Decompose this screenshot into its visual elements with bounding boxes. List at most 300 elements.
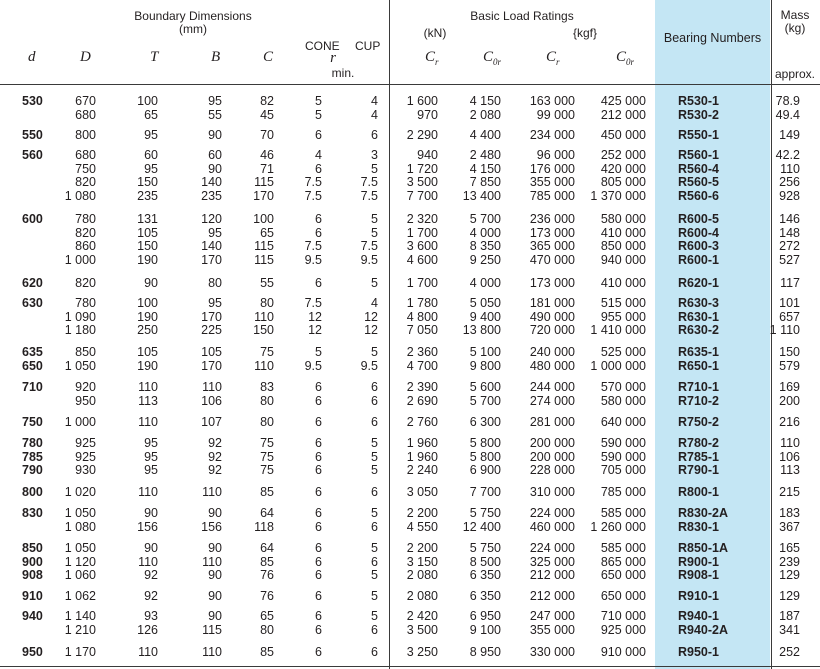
value: 92	[208, 463, 222, 477]
value: 9 800	[469, 358, 501, 373]
value: 7 050	[406, 323, 438, 337]
mass-unit: (kg)	[784, 21, 806, 35]
value: 1 260 000	[590, 519, 646, 534]
value: 9.5	[304, 358, 322, 373]
cell-cone	[292, 590, 322, 604]
value: 83	[260, 380, 274, 394]
value: 650 000	[600, 568, 646, 582]
value: 1 080	[64, 188, 96, 203]
value: 6 900	[469, 463, 501, 477]
value: 6	[315, 436, 322, 450]
value: 92	[208, 449, 222, 464]
value: 1 210	[64, 622, 96, 637]
value: 550	[22, 128, 43, 142]
cell-T	[108, 416, 158, 430]
value: 6	[371, 519, 378, 534]
value: 224 000	[529, 506, 575, 520]
cell-T	[108, 486, 158, 500]
cell-cone	[292, 437, 322, 478]
value: 470 000	[529, 252, 575, 267]
bearing-number: R560-4	[678, 161, 719, 176]
value: 85	[260, 645, 274, 659]
value: 6	[315, 645, 322, 659]
cell-cup	[348, 542, 378, 583]
value: 100	[253, 212, 274, 226]
value: 80	[260, 415, 274, 429]
value: 115	[254, 175, 274, 189]
cell-cork	[566, 437, 646, 478]
value: 7.5	[304, 239, 322, 253]
mass-title: Mass	[780, 8, 810, 22]
cell-B	[172, 213, 222, 267]
cell-cork	[566, 542, 646, 583]
cell-crk	[495, 346, 575, 373]
value: 90	[208, 506, 222, 520]
value: 1 000	[64, 252, 96, 267]
value: 710	[22, 380, 43, 394]
cell-crk	[495, 507, 575, 534]
cell-T	[108, 437, 158, 478]
cell-cor	[441, 129, 501, 143]
value: 6	[371, 393, 378, 408]
cell-crk	[495, 416, 575, 430]
value: 2 290	[406, 128, 438, 142]
cell-num	[678, 590, 758, 604]
value: 6	[315, 485, 322, 499]
value: 126	[137, 622, 158, 637]
value: 6	[315, 225, 322, 240]
cell-cr	[378, 149, 438, 203]
cell-cr	[378, 590, 438, 604]
value: 680	[75, 107, 96, 122]
value: 9 100	[469, 622, 501, 637]
value: 410 000	[600, 276, 646, 290]
value: 2 200	[406, 541, 438, 555]
value: 2 320	[406, 212, 438, 226]
value: 1 080	[64, 519, 96, 534]
value: 96 000	[536, 148, 575, 162]
value: 5 750	[469, 541, 501, 555]
cell-cr	[378, 95, 438, 122]
value: 99 000	[536, 107, 575, 122]
cell-num	[678, 610, 758, 637]
value: 955 000	[600, 309, 646, 324]
value: 1 050	[64, 541, 96, 555]
cell-cor	[441, 542, 501, 583]
bearing-number: R630-2	[678, 323, 719, 337]
cell-T	[108, 277, 158, 291]
value: 355 000	[529, 175, 575, 189]
value: 930	[75, 463, 96, 477]
value: 560	[22, 148, 43, 162]
cell-D	[36, 213, 96, 267]
value: 820	[75, 276, 96, 290]
value: 5 800	[469, 436, 501, 450]
cell-crk	[495, 95, 575, 122]
value: 75	[260, 449, 274, 464]
cell-T	[108, 590, 158, 604]
value: 90	[208, 609, 222, 623]
value: 64	[260, 506, 274, 520]
cell-cr	[378, 437, 438, 478]
value: 940 000	[600, 252, 646, 267]
value: 110	[138, 485, 158, 499]
value: 75	[260, 345, 274, 359]
value: 2 760	[406, 415, 438, 429]
value: 2 080	[406, 589, 438, 603]
value: 42.2	[775, 148, 800, 162]
value: 7.5	[360, 188, 378, 203]
value: 670	[75, 94, 96, 108]
col-cor-kn: $C_{0r}$	[483, 49, 502, 67]
value: 910 000	[600, 645, 646, 659]
value: 110	[202, 645, 222, 659]
value: 2 080	[469, 107, 501, 122]
value: 6	[315, 519, 322, 534]
value: 3 600	[406, 239, 438, 253]
value: 90	[208, 589, 222, 603]
value: 65	[144, 107, 158, 122]
cell-C	[224, 507, 274, 534]
value: 13 800	[462, 323, 501, 337]
cell-cone	[292, 416, 322, 430]
value: 90	[208, 568, 222, 582]
value: 85	[260, 485, 274, 499]
value: 247 000	[529, 609, 575, 623]
value: 1 700	[406, 225, 438, 240]
value: 940	[22, 609, 43, 623]
cell-cr	[378, 507, 438, 534]
value: 76	[260, 568, 274, 582]
kn-unit: (kN)	[423, 26, 447, 40]
cell-num	[678, 542, 758, 583]
cell-cone	[292, 149, 322, 203]
value: 590 000	[600, 449, 646, 464]
value: 65	[260, 225, 274, 240]
value: 170	[201, 252, 222, 267]
cell-cork	[566, 486, 646, 500]
cell-C	[224, 486, 274, 500]
value: 170	[201, 309, 222, 324]
value: 252	[779, 645, 800, 659]
bearing-number: R950-1	[678, 645, 719, 659]
bearing-number: R830-1	[678, 519, 719, 534]
cell-num	[678, 297, 758, 338]
cell-cup	[348, 590, 378, 604]
bearing-number: R830-2A	[678, 506, 729, 520]
value: 6	[315, 589, 322, 603]
value: 420 000	[600, 161, 646, 176]
value: 600	[22, 212, 43, 226]
value: 65	[260, 609, 274, 623]
cell-num	[678, 213, 758, 267]
value: 225	[201, 323, 222, 337]
value: 95	[144, 436, 158, 450]
value: 1 062	[64, 589, 96, 603]
value: 705 000	[600, 463, 646, 477]
bearing-number: R940-1	[678, 609, 719, 623]
value: 920	[75, 380, 96, 394]
value: 5 700	[469, 212, 501, 226]
value: 330 000	[529, 645, 575, 659]
cell-cup	[348, 610, 378, 637]
value: 5	[371, 541, 378, 555]
cell-cr	[378, 542, 438, 583]
value: 236 000	[529, 212, 575, 226]
value: 908	[22, 568, 43, 582]
value: 640 000	[600, 415, 646, 429]
value: 165	[779, 541, 800, 555]
bearing-number: R630-1	[678, 309, 719, 324]
cell-mass	[760, 590, 800, 604]
bearing-number: R780-2	[678, 436, 719, 450]
value: 49.4	[775, 107, 800, 122]
bearing-number: R600-4	[678, 225, 719, 240]
cell-mass	[760, 346, 800, 373]
value: 234 000	[529, 128, 575, 142]
value: 6	[315, 554, 322, 569]
value: 95	[208, 296, 222, 310]
cell-num	[678, 507, 758, 534]
value: 525 000	[600, 345, 646, 359]
bearing-number: R600-1	[678, 252, 719, 267]
value: 95	[144, 449, 158, 464]
cell-cor	[441, 590, 501, 604]
value: 6	[315, 609, 322, 623]
cell-cork	[566, 213, 646, 267]
cell-crk	[495, 610, 575, 637]
value: 5	[371, 212, 378, 226]
value: 630	[22, 296, 43, 310]
value: 940	[417, 148, 438, 162]
value: 7.5	[304, 188, 322, 203]
cell-D	[36, 416, 96, 430]
value: 173 000	[529, 225, 575, 240]
cell-crk	[495, 590, 575, 604]
value: 105	[137, 225, 158, 240]
cell-T	[108, 95, 158, 122]
cell-cork	[566, 95, 646, 122]
value: 95	[144, 128, 158, 142]
cell-D	[36, 542, 96, 583]
cell-num	[678, 437, 758, 478]
value: 7 850	[469, 175, 501, 189]
value: 425 000	[600, 94, 646, 108]
cell-B	[172, 542, 222, 583]
cell-T	[108, 610, 158, 637]
value: 95	[208, 94, 222, 108]
cell-cor	[441, 95, 501, 122]
cell-cup	[348, 507, 378, 534]
value: 3 500	[406, 622, 438, 637]
bearing-number: R710-1	[678, 380, 719, 394]
cell-B	[172, 507, 222, 534]
value: 6	[315, 506, 322, 520]
value: 90	[208, 128, 222, 142]
value: 950	[22, 645, 43, 659]
cell-cup	[348, 346, 378, 373]
value: 1 090	[64, 309, 96, 324]
cell-cup	[348, 416, 378, 430]
value: 212 000	[529, 589, 575, 603]
cell-B	[172, 646, 222, 660]
value: 105	[137, 345, 158, 359]
value: 7.5	[360, 239, 378, 253]
cell-num	[678, 129, 758, 143]
cell-C	[224, 149, 274, 203]
cell-mass	[760, 507, 800, 534]
bearing-number: R800-1	[678, 485, 719, 499]
value: 2 360	[406, 345, 438, 359]
cell-B	[172, 416, 222, 430]
cell-crk	[495, 646, 575, 660]
value: 6	[315, 161, 322, 176]
cell-mass	[760, 416, 800, 430]
value: 212 000	[529, 568, 575, 582]
value: 8 950	[469, 645, 501, 659]
value: 95	[144, 463, 158, 477]
value: 235	[137, 188, 158, 203]
value: 12	[308, 309, 322, 324]
value: 3 150	[406, 554, 438, 569]
value: 5 050	[469, 296, 501, 310]
value: 129	[779, 589, 800, 603]
cell-cone	[292, 277, 322, 291]
value: 110	[202, 554, 222, 569]
value: 4 000	[469, 276, 501, 290]
value: 113	[138, 393, 158, 408]
value: 80	[260, 622, 274, 637]
cell-cork	[566, 646, 646, 660]
value: 170	[201, 358, 222, 373]
value: 341	[779, 622, 800, 637]
cell-D	[36, 149, 96, 203]
value: 2 200	[406, 506, 438, 520]
value: 860	[75, 239, 96, 253]
value: 12	[308, 323, 322, 337]
value: 55	[260, 276, 274, 290]
value: 6	[315, 415, 322, 429]
cell-cr	[378, 610, 438, 637]
cell-D	[36, 507, 96, 534]
value: 110	[138, 645, 158, 659]
value: 120	[201, 212, 222, 226]
value: 925 000	[600, 622, 646, 637]
bearing-number: R560-5	[678, 175, 719, 189]
cell-D	[36, 486, 96, 500]
value: 12	[364, 323, 378, 337]
cell-D	[36, 610, 96, 637]
bearing-number: R790-1	[678, 463, 719, 477]
value: 115	[254, 252, 274, 267]
value: 110	[138, 554, 158, 569]
cell-T	[108, 213, 158, 267]
cell-T	[108, 507, 158, 534]
cell-mass	[760, 129, 800, 143]
cell-C	[224, 610, 274, 637]
cell-cone	[292, 346, 322, 373]
value: 163 000	[529, 94, 575, 108]
value: 150	[137, 175, 158, 189]
value: 190	[137, 358, 158, 373]
cell-num	[678, 486, 758, 500]
value: 530	[22, 94, 43, 108]
cell-crk	[495, 277, 575, 291]
bearing-number: R900-1	[678, 554, 719, 569]
cell-cor	[441, 486, 501, 500]
value: 4 150	[469, 94, 501, 108]
value: 45	[260, 107, 274, 122]
value: 244 000	[529, 380, 575, 394]
cell-T	[108, 129, 158, 143]
value: 5	[371, 225, 378, 240]
value: 820	[75, 225, 96, 240]
cell-B	[172, 297, 222, 338]
value: 460 000	[529, 519, 575, 534]
value: 239	[779, 554, 800, 569]
cell-num	[678, 95, 758, 122]
value: 6	[315, 380, 322, 394]
cell-num	[678, 149, 758, 203]
value: 92	[208, 436, 222, 450]
value: 6	[315, 541, 322, 555]
value: 6	[315, 393, 322, 408]
cell-cone	[292, 646, 322, 660]
cell-cork	[566, 507, 646, 534]
value: 115	[254, 239, 274, 253]
load-ratings-title: Basic Load Ratings	[470, 9, 574, 23]
value: 2 390	[406, 380, 438, 394]
col-C: C	[263, 49, 274, 65]
cell-cr	[378, 381, 438, 408]
value: 1 170	[64, 645, 96, 659]
value: 75	[260, 463, 274, 477]
value: 5 600	[469, 380, 501, 394]
cell-C	[224, 381, 274, 408]
cell-cor	[441, 646, 501, 660]
value: 93	[144, 609, 158, 623]
value: 6	[315, 276, 322, 290]
value: 156	[137, 519, 158, 534]
cell-cr	[378, 297, 438, 338]
value: 925	[75, 436, 96, 450]
value: 620	[22, 276, 43, 290]
value: 5	[371, 589, 378, 603]
cell-cork	[566, 416, 646, 430]
value: 650 000	[600, 589, 646, 603]
cell-cup	[348, 213, 378, 267]
value: 140	[201, 239, 222, 253]
value: 365 000	[529, 239, 575, 253]
cell-cup	[348, 277, 378, 291]
cell-D	[36, 346, 96, 373]
value: 590 000	[600, 436, 646, 450]
value: 117	[780, 276, 800, 290]
value: 80	[208, 276, 222, 290]
value: 490 000	[529, 309, 575, 324]
cell-cup	[348, 95, 378, 122]
value: 6 350	[469, 589, 501, 603]
value: 900	[22, 554, 43, 569]
cell-mass	[760, 381, 800, 408]
value: 650	[22, 358, 43, 373]
value: 80	[260, 296, 274, 310]
value: 1 960	[406, 436, 438, 450]
value: 274 000	[529, 393, 575, 408]
value: 5	[371, 449, 378, 464]
value: 4 150	[469, 161, 501, 176]
value: 110	[138, 380, 158, 394]
